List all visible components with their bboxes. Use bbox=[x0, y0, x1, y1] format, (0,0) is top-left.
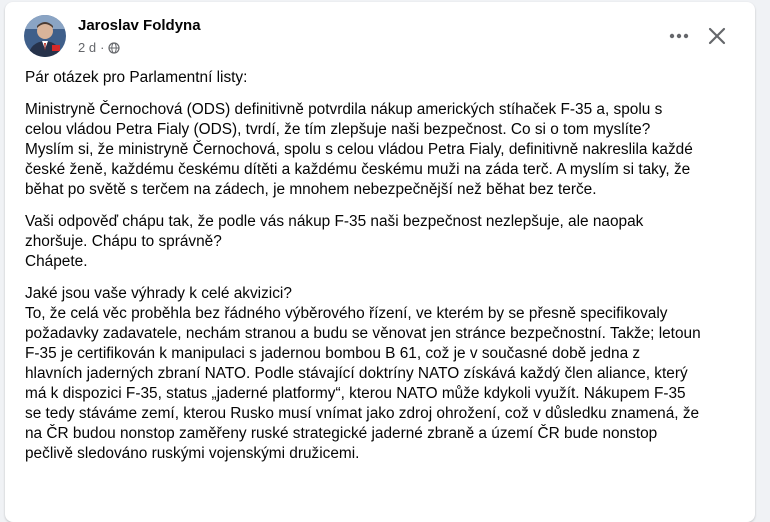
post-time[interactable]: 2 d bbox=[78, 40, 97, 55]
post-paragraph: Vaši odpověď chápu tak, že podle vás nákup F-35 naši bezpečnost nezlepšuje, ale naopak zhoršuje. Chápu to správně? Chápete. bbox=[25, 213, 644, 270]
post-meta bbox=[78, 40, 120, 55]
meta-separator: · bbox=[100, 40, 105, 55]
post-text bbox=[25, 68, 753, 476]
post-paragraph: Jaké jsou vaše výhrady k celé akvizici? To, že celá věc proběhla bez řádného výběrového řízení, ve kterém by se přesně specifikovaly požadavky zadavatele, nechám stranou a budu se věnovat jen stránce bezpečnostní. Takže; letoun F-35 je certifikován k manipulaci s jadernou bombou B 61, což je v současné době jedna z hlavních jaderných zbraní NATO. Podle stávající doktríny NATO získává každý člen aliance, který má k dispozici F-35, status „jaderné platformy“, kterou NATO může kdykoli využít. Nákupem F-35 se tedy stáváme zemí, kterou Rusko musí vnímat jako zdroj ohrožení, což v důsledku znamená, že na ČR budou nonstop zaměřeny ruské strategické jaderné zbraně a území ČR bude nonstop pečlivě sledováno ruskými vojenskými družicemi. bbox=[25, 285, 701, 462]
author-name[interactable]: Jaroslav Foldyna bbox=[78, 17, 201, 34]
avatar-image bbox=[24, 15, 66, 57]
author-avatar[interactable] bbox=[24, 15, 66, 57]
more-horizontal-icon bbox=[669, 33, 689, 39]
post-paragraph: Pár otázek pro Parlamentní listy: bbox=[25, 69, 248, 86]
more-options-button[interactable] bbox=[661, 22, 697, 50]
globe-icon bbox=[108, 42, 120, 54]
close-button[interactable] bbox=[701, 20, 733, 52]
close-icon bbox=[708, 27, 726, 45]
post-paragraph: Ministryně Černochová (ODS) definitivně potvrdila nákup amerických stíhaček F-35 a, spolu s celou vládou Petra Fialy (ODS), tvrdí, že tím zlepšuje naši bezpečnost. Co si o tom myslíte? Myslím si, že ministryně Černochová, spolu s celou vládou Petra Fialy, definitivně nakreslila každé české ženě, každému českému dítěti a každému českému muži na záda terč. A myslím si taky, že běhat po světě s terčem na zádech, je mnohem nebezpečnější než běhat bez terče. bbox=[25, 101, 693, 198]
post-card bbox=[5, 2, 755, 522]
